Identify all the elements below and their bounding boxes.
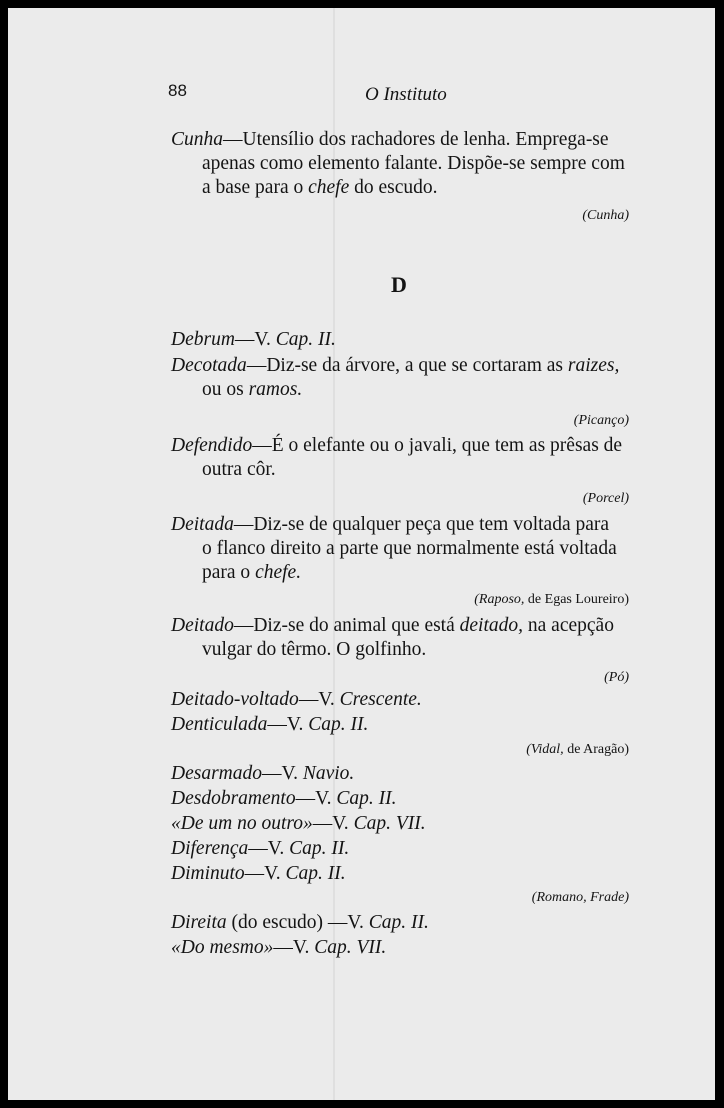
entry-line: outra côr. (202, 459, 276, 480)
entry-reference: Cap. II. (336, 788, 397, 809)
entry-reference: Cap. II. (308, 714, 369, 735)
entry-text: do escudo. (349, 177, 438, 198)
entry-text: —Diz-se do animal que está (233, 615, 460, 636)
entry-text: —V. (262, 763, 303, 784)
entry-diminuto (171, 862, 346, 886)
entry-text: —V. (295, 788, 337, 809)
entry-desdobramento (171, 787, 397, 811)
entry-headword: Desdobramento (171, 788, 296, 809)
entry-desarmado (171, 762, 354, 786)
entry-headword: Decotada (171, 355, 247, 376)
entry-italic: chefe (308, 177, 350, 198)
entry-text: —V. (244, 863, 286, 884)
entry-line (171, 561, 617, 585)
book-page (8, 8, 715, 1100)
entry-headword: Deitado (171, 615, 234, 636)
source-raposo (474, 592, 629, 608)
entry-reference: Cap. II. (285, 863, 346, 884)
entry-line: o flanco direito a parte que normalmente está voltada (202, 538, 617, 559)
entry-headword: Deitada (171, 514, 234, 535)
entry-denticulada (171, 713, 368, 737)
entry-separator: — (223, 129, 243, 150)
entry-deitada (171, 513, 617, 585)
entry-line (171, 176, 625, 200)
entry-reference: Cap. II. (275, 329, 336, 350)
entry-text: a base para o (202, 177, 309, 198)
source-porcel: (Porcel) (582, 491, 629, 506)
entry-direita (171, 911, 429, 935)
source-detail: de Egas Loureiro) (524, 592, 629, 607)
source-romano: (Romano, Frade) (531, 890, 629, 905)
entry-text: —É o elefante ou o javali, que tem as prêsas de (252, 435, 623, 456)
entry-line: apenas como elemento falante. Dispõe-se sempre com (202, 153, 625, 174)
entry-text: (do escudo) —V. (226, 912, 369, 933)
entry-reference: Cap. VII. (314, 937, 387, 958)
source-cunha: (Cunha) (582, 208, 629, 223)
entry-cunha (171, 128, 625, 200)
entry-text: —Diz-se da árvore, a que se cortaram as (246, 355, 568, 376)
entry-decotada (171, 354, 619, 402)
entry-headword: Denticulada (171, 714, 268, 735)
entry-line: vulgar do têrmo. O golfinho. (202, 639, 427, 660)
running-head: O Instituto (365, 84, 447, 105)
entry-headword: Diferença (171, 838, 249, 859)
entry-diferenca (171, 837, 349, 861)
entry-de-um-no-outro (171, 812, 426, 836)
entry-reference: Cap. II. (289, 838, 350, 859)
entry-text: na acepção (523, 615, 614, 636)
entry-text: —Diz-se de qualquer peça que tem voltada para (233, 514, 610, 535)
entry-headword: Cunha (171, 129, 224, 150)
entry-headword: Defendido (171, 435, 253, 456)
entry-reference: Navio. (302, 763, 355, 784)
entry-reference: Cap. VII. (353, 813, 426, 834)
entry-deitado-voltado (171, 688, 422, 712)
entry-line (171, 378, 619, 402)
entry-text: —V. (298, 689, 340, 710)
entry-debrum (171, 328, 336, 352)
source-author: (Vidal, (526, 742, 564, 757)
source-vidal (526, 742, 629, 758)
entry-text: ou os (202, 379, 249, 400)
entry-text: para o (202, 562, 256, 583)
entry-italic: ramos. (248, 379, 303, 400)
section-letter: D (391, 272, 407, 297)
entry-headword: «De um no outro» (171, 813, 313, 834)
entry-headword: Direita (171, 912, 227, 933)
entry-text: —V. (248, 838, 290, 859)
entry-reference: Cap. II. (368, 912, 429, 933)
source-picanco: (Picanço) (573, 413, 629, 428)
entry-text: —V. (273, 937, 315, 958)
entry-reference: Crescente. (339, 689, 422, 710)
entry-headword: Desarmado (171, 763, 262, 784)
entry-deitado (171, 614, 614, 662)
source-po: (Pó) (604, 670, 629, 685)
entry-headword: Deitado-voltado (171, 689, 299, 710)
page-number: 88 (168, 81, 187, 100)
entry-text: Utensílio dos rachadores de lenha. Emprega-se (242, 129, 609, 150)
entry-italic: deitado, (459, 615, 524, 636)
entry-italic: raizes, (567, 355, 620, 376)
entry-text: —V. (267, 714, 309, 735)
entry-headword: Diminuto (171, 863, 245, 884)
entry-text: —V. (312, 813, 354, 834)
entry-headword: «Do mesmo» (171, 937, 274, 958)
entry-defendido (171, 434, 622, 482)
entry-text: —V. (234, 329, 276, 350)
source-detail: de Aragão) (563, 742, 629, 757)
entry-do-mesmo (171, 936, 386, 960)
source-author: (Raposo, (474, 592, 525, 607)
entry-headword: Debrum (171, 329, 235, 350)
entry-italic: chefe. (255, 562, 302, 583)
